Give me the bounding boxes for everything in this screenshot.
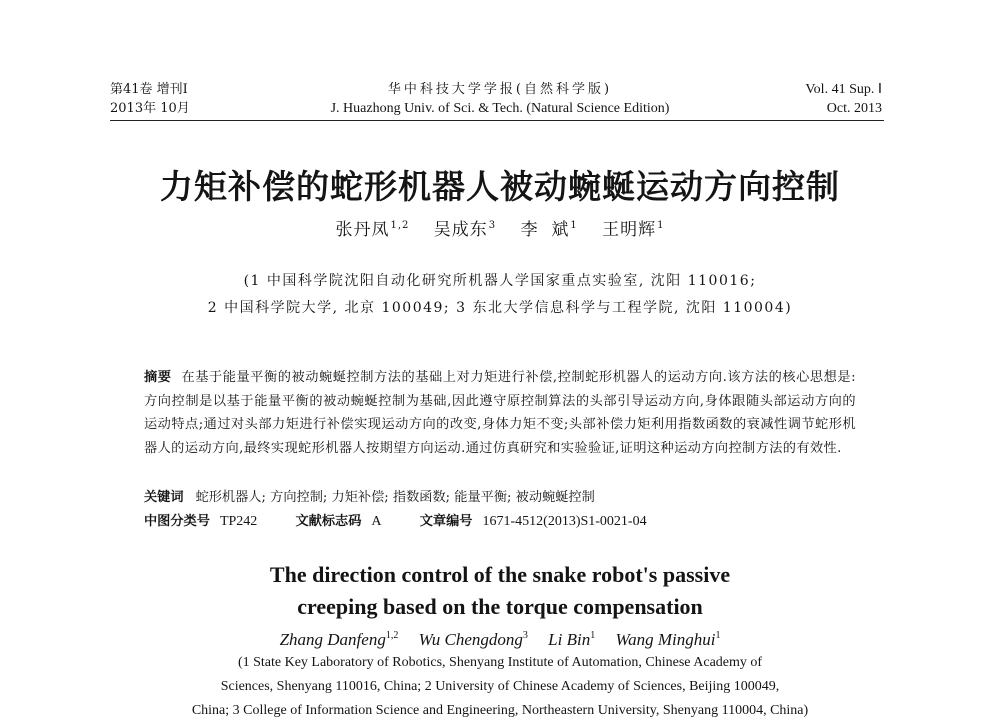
author-en: Zhang Danfeng$^{1,2}$: [279, 630, 399, 649]
author-cn: 李 斌$^1$: [520, 220, 578, 240]
header-rule: [110, 120, 884, 121]
doc-code-label: 文献标志码: [295, 514, 362, 529]
header-journal-en: J. Huazhong Univ. of Sci. & Tech. (Natural Science Edition): [330, 101, 670, 116]
paper-title-en-line: creeping based on the torque compensation: [297, 594, 703, 619]
keywords-text: 蛇形机器人; 方向控制; 力矩补偿; 指数函数; 能量平衡; 被动蜿蜒控制: [195, 490, 595, 505]
affiliation-en-line: China; 3 College of Information Science and Engineering, Northeastern University, Shenyang 110004, China): [191, 703, 809, 718]
author-en: Wang Minghui$^1$: [615, 630, 721, 649]
keywords-label: 关键词: [144, 490, 184, 505]
article-no-label: 文章编号: [419, 514, 473, 529]
header-volume-en: Vol. 41 Sup. Ⅰ: [805, 82, 882, 97]
abstract-text: 在基于能量平衡的被动蜿蜒控制方法的基础上对力矩进行补偿,控制蛇形机器人的运动方向.该方法的核心思想是:方向控制是以基于能量平衡的被动蜿蜒控制为基础,因此遵守原控制算法的头部引导运动方向,身体跟随头部运动方向的运动特点;通过对头部力矩进行补偿实现运动方向的改变,身体力矩不变;头部补偿力矩利用指数函数的衰减性调节蛇形机器人的运动方向,最终实现蛇形机器人按期望方向运动.通过仿真研究和实验验证,证明这种运动方向控制方法的有效性.: [144, 370, 856, 456]
header-date-en: Oct. 2013: [826, 101, 882, 116]
author-cn: 王明辉$^1$: [602, 220, 665, 240]
paper-title-en-line: The direction control of the snake robot's passive: [269, 562, 731, 587]
header-date: 2013年 10月: [110, 101, 190, 116]
header-volume-info-en: [805, 80, 882, 118]
author-cn: 吴成东$^3$: [433, 220, 497, 240]
header-journal-cn: 华中科技大学学报(自然科学版): [387, 82, 613, 97]
abstract-cn: [144, 366, 856, 460]
author-en: Wu Chengdong$^3$: [418, 630, 528, 649]
affiliation-en-line: (1 State Key Laboratory of Robotics, Shenyang Institute of Automation, Chinese Academy of: [237, 655, 763, 670]
authors-en: [0, 624, 1000, 652]
abstract-label: 摘要: [144, 370, 172, 385]
affiliation-en-line: Sciences, Shenyang 110016, China; 2 University of Chinese Academy of Sciences, Beijing 100049,: [220, 679, 780, 694]
article-no-value: 1671-4512(2013)S1-0021-04: [482, 514, 647, 529]
keywords-cn: [144, 488, 595, 508]
classification-line: [144, 512, 681, 532]
clc-label: 中图分类号: [144, 514, 210, 529]
header-volume: 第41卷 增刊Ⅰ: [110, 82, 188, 97]
affiliation-cn-line: 2 中国科学院大学, 北京 100049; 3 东北大学信息科学与工程学院, 沈阳 110004): [207, 300, 793, 316]
paper-title-cn: 力矩补偿的蛇形机器人被动蜿蜒运动方向控制: [160, 167, 840, 206]
author-cn: 张丹凤$^{1,2}$: [335, 220, 410, 240]
author-en: Li Bin$^1$: [548, 630, 596, 649]
affiliation-cn-line: (1 中国科学院沈阳自动化研究所机器人学国家重点实验室, 沈阳 110016;: [243, 273, 757, 289]
doc-code-value: A: [371, 514, 382, 529]
clc-value: TP242: [219, 514, 258, 529]
authors-cn: [0, 214, 1000, 242]
